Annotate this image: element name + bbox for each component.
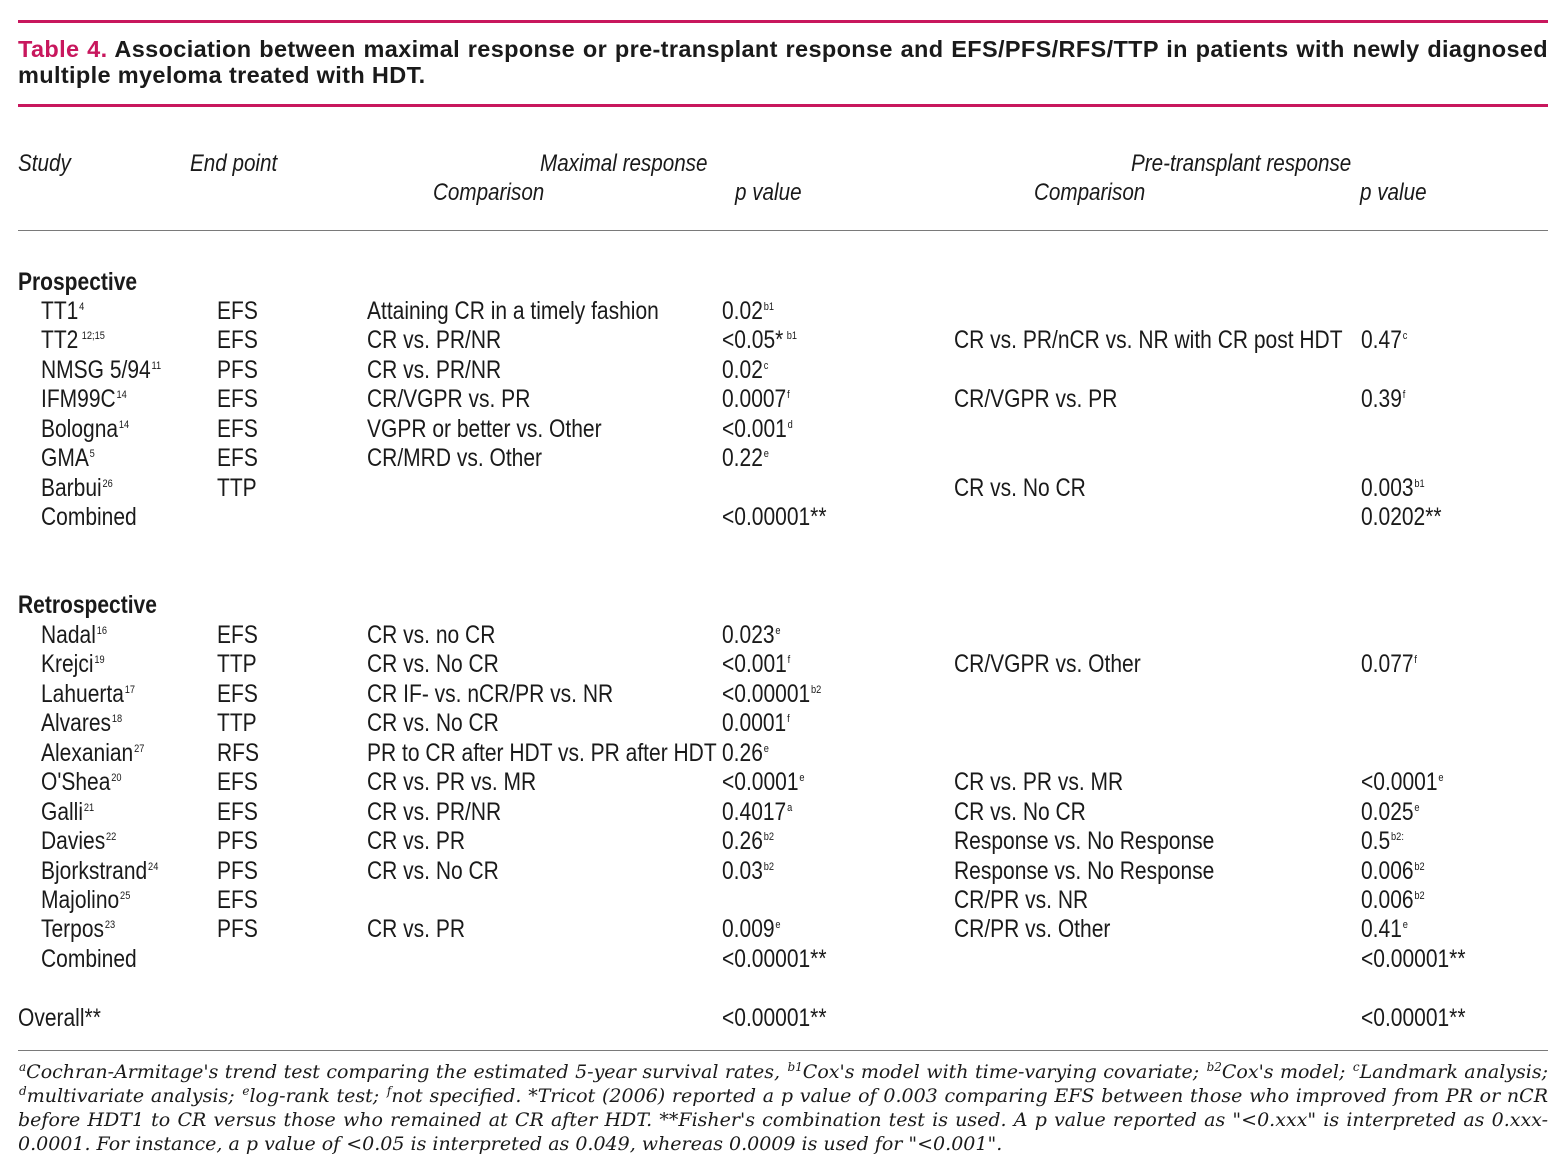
table-row-max-p-value-text: <0.00001** (722, 945, 827, 973)
study-reference: 14 (116, 389, 127, 401)
max-p-note: f (787, 654, 791, 666)
top-rule (18, 20, 1548, 23)
table-row-end-point-text: EFS (217, 326, 258, 354)
table-row-pre-comparison (954, 914, 1110, 944)
table-row-study-text: Bologna (41, 415, 119, 443)
table-row-max-comparison (367, 856, 499, 886)
table-row-study (41, 649, 105, 679)
table-row-pre-p-value (1361, 325, 1407, 355)
pre-p-note: b1 (1414, 478, 1425, 490)
table-row-end-point-text: EFS (217, 886, 258, 914)
table-row-end-point-text: EFS (217, 680, 258, 708)
table-row-study (41, 797, 94, 827)
footnote-a: Cochran-Armitage's trend test comparing the estimated 5-year survival rates, (26, 1061, 787, 1083)
footnote-marker-c: c (1352, 1060, 1360, 1074)
table-row-max-p-value-text: 0.009 (722, 915, 775, 943)
table-row-max-p-value (722, 384, 790, 414)
table-row-pre-p-value (1361, 885, 1425, 915)
footnote-marker-a: a (19, 1060, 27, 1074)
table-row-max-comparison (367, 620, 495, 650)
max-p-note: e (763, 448, 769, 460)
table-row-end-point-text: EFS (217, 415, 258, 443)
table-row-max-p-value (722, 296, 774, 326)
footnote-marker-d: d (19, 1084, 27, 1098)
table-row-study-text: Davies (41, 827, 106, 855)
table-row-end-point-text: TTP (217, 650, 257, 678)
table-row-study (41, 502, 137, 532)
table-caption (18, 36, 1548, 88)
table-row-pre-p-value (1361, 856, 1425, 886)
table-row-pre-p-value (1361, 767, 1443, 797)
table-row-end-point (217, 414, 258, 444)
table-row-pre-comparison (954, 797, 1086, 827)
table-row-study-text: IFM99C (41, 385, 116, 413)
table-label: Table 4. (18, 36, 108, 62)
table-row-study-text: Overall** (18, 1004, 101, 1032)
table-row-max-comparison (367, 826, 465, 856)
study-reference: 20 (111, 772, 122, 784)
table-row-end-point (217, 767, 258, 797)
table-row-pre-comparison-text: CR vs. PR vs. MR (954, 768, 1124, 796)
pre-p-note: e (1414, 802, 1420, 814)
table-row-study-text: Alvares (41, 709, 112, 737)
table-row-pre-p-value-text: 0.5 (1361, 827, 1391, 855)
table-row-max-p-value (722, 679, 821, 709)
table-row-study-text: TT2 (41, 326, 79, 354)
table-row-pre-comparison-text: Response vs. No Response (954, 857, 1215, 885)
pre-p-note: e (1438, 772, 1444, 784)
table-row-study (41, 856, 158, 886)
table-row-max-comparison-text: CR/VGPR vs. PR (367, 385, 531, 413)
table-row-max-p-value (722, 443, 769, 473)
table-row-end-point (217, 797, 258, 827)
table-row-pre-p-value (1361, 914, 1408, 944)
table-row-pre-comparison (954, 384, 1117, 414)
table-row-pre-p-value (1361, 384, 1405, 414)
table-row-pre-comparison-text: CR vs. No CR (954, 798, 1086, 826)
table-row-pre-p-value (1361, 502, 1442, 532)
max-p-note: b1 (763, 301, 775, 313)
table-row-max-comparison (367, 325, 501, 355)
study-reference: 17 (124, 684, 136, 696)
table-row-max-p-value-text: 0.4017 (722, 798, 787, 826)
table-row-pre-comparison (954, 649, 1141, 679)
header-pre-p-value: p value (1360, 179, 1427, 206)
study-reference: 12;15 (79, 330, 105, 342)
table-row-study-text: O'Shea (41, 768, 111, 796)
table-row-max-comparison (367, 708, 499, 738)
max-p-note: f (787, 389, 790, 401)
study-reference: 5 (89, 448, 95, 460)
table-row-max-comparison-text: CR vs. PR/NR (367, 326, 502, 354)
table-row-end-point-text: PFS (217, 356, 258, 384)
table-row-end-point-text: EFS (217, 621, 258, 649)
table-row-pre-p-value (1361, 649, 1417, 679)
table-row-max-comparison-text: CR vs. No CR (367, 709, 499, 737)
table-row-study (41, 708, 122, 738)
footnote-marker-b2: b2 (1206, 1060, 1222, 1074)
table-row-max-comparison-text: CR vs. PR/NR (367, 356, 502, 384)
study-reference: 11 (151, 360, 162, 372)
table-row-pre-comparison (954, 767, 1123, 797)
header-maximal-response: Maximal response (540, 150, 708, 177)
max-p-note: b2 (811, 684, 822, 696)
study-reference: 19 (94, 654, 105, 666)
table-row-pre-comparison-text: CR vs. PR/nCR vs. NR with CR post HDT (954, 326, 1343, 354)
table-row-study (41, 885, 130, 915)
table-row-max-p-value (722, 856, 774, 886)
table-row-max-p-value-text: 0.22 (722, 444, 763, 472)
table-row-end-point-text: PFS (217, 857, 258, 885)
max-p-note: e (763, 743, 769, 755)
table-row-max-comparison-text: CR vs. PR (367, 827, 466, 855)
table-row-max-p-value (722, 738, 769, 768)
footnote-d: multivariate analysis; (26, 1085, 242, 1107)
table-row-pre-p-value-text: 0.47 (1361, 326, 1402, 354)
study-reference: 22 (106, 831, 117, 843)
footnote-marker-b1: b1 (787, 1060, 803, 1074)
table-row-max-comparison-text: CR vs. PR vs. MR (367, 768, 537, 796)
table-row-max-p-value (722, 414, 793, 444)
table-row-max-p-value (722, 325, 797, 355)
study-reference: 25 (120, 890, 131, 902)
max-p-note: d (787, 419, 793, 431)
table-row-end-point (217, 856, 258, 886)
table-row-study (41, 384, 127, 414)
max-p-note: f (787, 713, 790, 725)
table-row-max-p-value-text: 0.26 (722, 827, 763, 855)
table-row-max-p-value-text: <0.001 (722, 415, 787, 443)
table-row-study-text: Nadal (41, 621, 96, 649)
table-row-study-text: Alexanian (41, 739, 134, 767)
table-row-study-text: Lahuerta (41, 680, 124, 708)
table-row-study-text: Barbui (41, 474, 102, 502)
table-row-pre-p-value-text: 0.025 (1361, 798, 1414, 826)
footnote-c: Landmark analysis; (1359, 1061, 1548, 1083)
max-p-note: e (799, 772, 805, 784)
footnote-rule (18, 1050, 1548, 1051)
table-row-pre-p-value (1361, 944, 1466, 974)
max-p-note: e (775, 625, 781, 637)
table-row-max-p-value (722, 797, 792, 827)
table-row-study (18, 1003, 101, 1033)
table-row-end-point (217, 738, 259, 768)
table-row-study (41, 914, 115, 944)
table-row-study-text: Majolino (41, 886, 120, 914)
table-row-max-p-value (722, 914, 781, 944)
table-row-max-comparison (367, 914, 465, 944)
table-row-study (41, 620, 107, 650)
table-row-max-p-value-text: <0.00001** (722, 1004, 827, 1032)
header-study: Study (18, 150, 71, 177)
table-row-end-point-text: EFS (217, 297, 258, 325)
table-row-max-p-value-text: <0.0001 (722, 768, 799, 796)
header-end-point: End point (190, 150, 278, 177)
table-row-max-comparison-text: VGPR or better vs. Other (367, 415, 602, 443)
table-row-pre-p-value-text: 0.0202** (1361, 503, 1442, 531)
table-row-study-text: Combined (41, 945, 137, 973)
footnote-marker-e: e (242, 1084, 250, 1098)
table-row-study-text: Krejci (41, 650, 94, 678)
table-row-study (41, 679, 135, 709)
table-row-study-text: Galli (41, 798, 84, 826)
table-row-study-text: Terpos (41, 915, 105, 943)
caption-bottom-rule (18, 104, 1548, 107)
table-row-end-point-text: TTP (217, 474, 257, 502)
table-row-end-point (217, 679, 258, 709)
table-row-max-p-value (722, 944, 827, 974)
table-row-study (41, 414, 129, 444)
study-reference: 24 (148, 861, 159, 873)
table-row-pre-comparison (954, 856, 1214, 886)
max-p-note: a (787, 802, 793, 814)
table-row-end-point (217, 885, 258, 915)
section-retrospective: Retrospective (18, 591, 157, 619)
table-row-pre-p-value-text: 0.39 (1361, 385, 1402, 413)
header-max-p-value: p value (735, 179, 802, 206)
pre-p-note: f (1414, 654, 1417, 666)
table-row-end-point-text: PFS (217, 915, 258, 943)
table-row-max-p-value-text: 0.03 (722, 857, 763, 885)
table-row-pre-comparison-text: CR vs. No CR (954, 474, 1086, 502)
table-row-max-p-value-text: 0.26 (722, 739, 763, 767)
table-row-study (41, 473, 113, 503)
section-prospective: Prospective (18, 268, 138, 296)
table-row-end-point-text: EFS (217, 798, 258, 826)
table-row-max-comparison-text: CR vs. PR (367, 915, 466, 943)
table-row-max-p-value (722, 620, 781, 650)
table-row-pre-p-value (1361, 797, 1420, 827)
table-row-end-point (217, 473, 257, 503)
table-footnote (18, 1060, 1548, 1156)
table-row-pre-p-value-text: 0.006 (1361, 886, 1414, 914)
table-row-pre-comparison-text: CR/PR vs. Other (954, 915, 1111, 943)
max-p-note: b2 (763, 831, 775, 843)
study-reference: 14 (118, 419, 130, 431)
table-row-study-text: GMA (41, 444, 89, 472)
footnote-f: not specified. *Tricot (2006) reported a p value of 0.003 comparing EFS between those who improved from PR or nCR before HDT1 to CR versus those who remained at CR after HDT. **Fisher's combination test is used. A p value reported as "<0.xxx" is interpreted as 0.xxx-0.0001. For instance, a p value of <0.05 is interpreted as 0.049, whereas 0.0009 is used for "<0.001". (18, 1085, 1548, 1155)
table-row-study (41, 325, 105, 355)
table-row-max-comparison-text: CR vs. PR/NR (367, 798, 502, 826)
table-row-study (41, 944, 137, 974)
table-row-max-p-value (722, 355, 768, 385)
study-reference: 23 (104, 919, 116, 931)
table-row-end-point (217, 443, 258, 473)
table-row-max-p-value-text: 0.0007 (722, 385, 787, 413)
table-row-max-p-value (722, 708, 790, 738)
table-row-pre-p-value (1361, 826, 1404, 856)
table-row-max-comparison (367, 443, 542, 473)
table-row-max-comparison (367, 679, 613, 709)
table-row-max-comparison (367, 738, 717, 768)
table-row-max-comparison (367, 355, 501, 385)
table-title: Association between maximal response or pre-transplant response and EFS/PFS/RFS/TTP in patients with newly diagnosed multiple myeloma treated with HDT. (18, 36, 1548, 88)
table-row-max-comparison (367, 767, 536, 797)
max-p-note: e (775, 919, 781, 931)
table-row-max-p-value (722, 1003, 827, 1033)
footnote-marker-f: f (386, 1084, 392, 1098)
table-row-max-p-value-text: 0.02 (722, 297, 763, 325)
table-row-pre-p-value-text: <0.0001 (1361, 768, 1438, 796)
table-row-end-point (217, 355, 258, 385)
table-row-pre-comparison-text: CR/PR vs. NR (954, 886, 1089, 914)
pre-p-note: b2: (1391, 831, 1404, 843)
table-row-max-comparison (367, 649, 499, 679)
table-row-pre-comparison (954, 826, 1214, 856)
table-row-max-comparison-text: PR to CR after HDT vs. PR after HDT (367, 739, 717, 767)
table-row-max-comparison-text: CR vs. no CR (367, 621, 496, 649)
table-row-max-p-value-text: 0.0001 (722, 709, 787, 737)
study-reference: 27 (134, 743, 145, 755)
table-row-max-p-value-text: <0.05* (722, 326, 784, 354)
footnote-b2: Cox's model; (1221, 1061, 1352, 1083)
table-row-pre-comparison (954, 473, 1086, 503)
table-row-max-p-value-text: 0.023 (722, 621, 775, 649)
table-row-end-point-text: EFS (217, 444, 258, 472)
table-row-max-p-value-text: <0.00001** (722, 503, 827, 531)
table-row-end-point (217, 914, 258, 944)
study-reference: 21 (83, 802, 95, 814)
study-reference: 18 (111, 713, 123, 725)
table-row-max-comparison-text: CR/MRD vs. Other (367, 444, 543, 472)
study-reference: 16 (96, 625, 108, 637)
max-p-note: b2 (763, 861, 775, 873)
table-row-end-point (217, 296, 258, 326)
table-row-study-text: TT1 (41, 297, 79, 325)
table-row-pre-p-value-text: 0.006 (1361, 857, 1414, 885)
table-row-pre-p-value-text: <0.00001** (1361, 945, 1466, 973)
max-p-note: b1 (784, 330, 798, 342)
table-row-end-point (217, 708, 257, 738)
table-row-pre-p-value (1361, 473, 1425, 503)
pre-p-note: b2 (1414, 861, 1425, 873)
study-reference: 4 (79, 301, 85, 313)
table-row-end-point (217, 384, 258, 414)
table-row-max-comparison-text: CR IF- vs. nCR/PR vs. NR (367, 680, 614, 708)
table-row-pre-comparison-text: CR/VGPR vs. Other (954, 650, 1141, 678)
table-row-end-point (217, 826, 258, 856)
table-row-max-p-value (722, 767, 804, 797)
header-max-comparison: Comparison (433, 179, 545, 206)
table-row-study-text: Combined (41, 503, 137, 531)
table-row-pre-comparison-text: CR/VGPR vs. PR (954, 385, 1118, 413)
table-row-end-point (217, 325, 258, 355)
study-reference: 26 (102, 478, 113, 490)
table-row-max-p-value-text: <0.00001 (722, 680, 811, 708)
table-row-end-point (217, 649, 257, 679)
table-row-study-text: NMSG 5/94 (41, 356, 151, 384)
pre-p-note: c (1402, 330, 1408, 342)
table-row-pre-p-value (1361, 1003, 1466, 1033)
pre-p-note: e (1402, 919, 1408, 931)
table-row-study (41, 443, 95, 473)
table-row-max-comparison (367, 296, 659, 326)
table-row-study (41, 826, 116, 856)
footnote-e: log-rank test; (249, 1085, 386, 1107)
table-row-end-point (217, 620, 258, 650)
table-row-end-point-text: RFS (217, 739, 259, 767)
table-row-study (41, 738, 144, 768)
table-row-end-point-text: EFS (217, 768, 258, 796)
table-row-study (41, 296, 84, 326)
pre-p-note: b2 (1414, 890, 1425, 902)
max-p-note: c (763, 360, 769, 372)
table-row-pre-p-value-text: 0.077 (1361, 650, 1414, 678)
table-row-pre-p-value-text: <0.00001** (1361, 1004, 1466, 1032)
table-row-study (41, 355, 161, 385)
table-row-max-p-value-text: <0.001 (722, 650, 787, 678)
table-row-max-p-value (722, 502, 827, 532)
header-pre-transplant-response: Pre-transplant response (1131, 150, 1352, 177)
table-row-max-p-value (722, 649, 790, 679)
table-row-end-point-text: TTP (217, 709, 257, 737)
table-row-pre-p-value-text: 0.41 (1361, 915, 1402, 943)
footnote-b1: Cox's model with time-varying covariate; (802, 1061, 1206, 1083)
pre-p-note: f (1402, 389, 1406, 401)
table-row-max-comparison-text: CR vs. No CR (367, 857, 499, 885)
table-row-pre-comparison (954, 325, 1343, 355)
table-row-study-text: Bjorkstrand (41, 857, 148, 885)
header-pre-comparison: Comparison (1034, 179, 1146, 206)
table-row-pre-p-value-text: 0.003 (1361, 474, 1414, 502)
table-row-end-point-text: PFS (217, 827, 258, 855)
table-row-max-p-value (722, 826, 774, 856)
table-row-max-comparison (367, 797, 501, 827)
table-row-max-comparison-text: Attaining CR in a timely fashion (367, 297, 659, 325)
header-rule (18, 230, 1548, 231)
table-row-max-comparison (367, 384, 530, 414)
table-row-pre-comparison-text: Response vs. No Response (954, 827, 1215, 855)
table-row-end-point-text: EFS (217, 385, 258, 413)
table-row-max-p-value-text: 0.02 (722, 356, 763, 384)
table-row-max-comparison-text: CR vs. No CR (367, 650, 499, 678)
table-row-study (41, 767, 122, 797)
table-row-max-comparison (367, 414, 602, 444)
table-row-pre-comparison (954, 885, 1088, 915)
